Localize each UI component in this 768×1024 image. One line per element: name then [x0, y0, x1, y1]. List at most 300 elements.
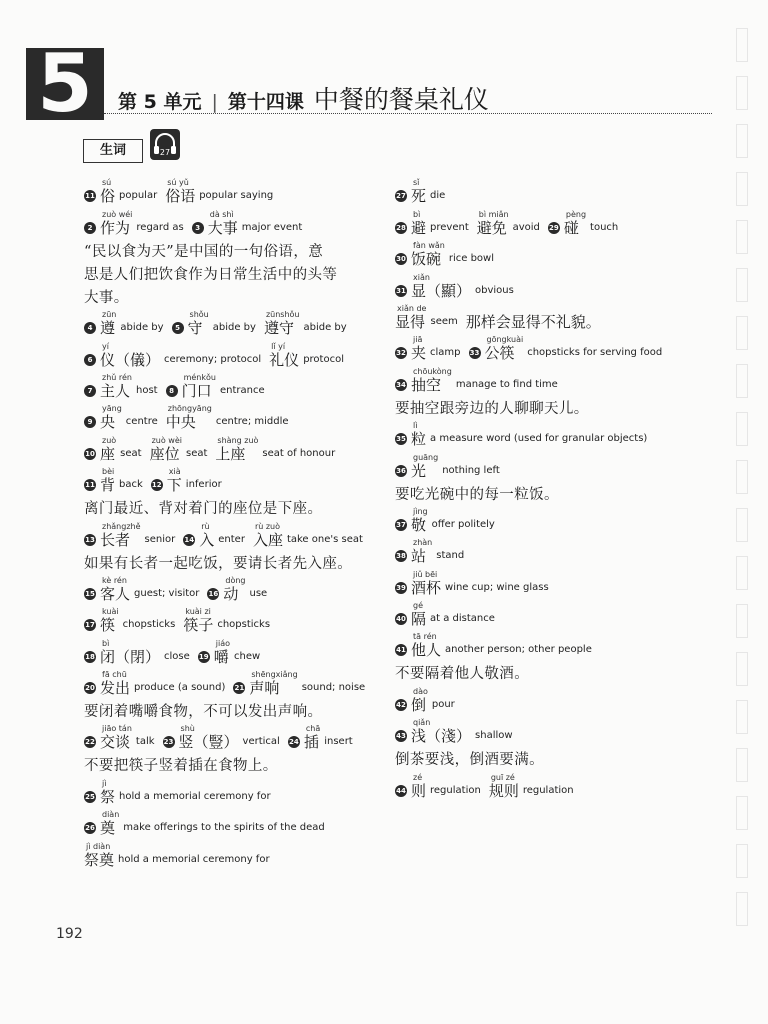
- english-gloss: abide by: [120, 322, 164, 334]
- vocab-entry: [84, 467, 384, 498]
- hanzi: 央: [100, 413, 116, 432]
- pinyin: fā chū: [102, 670, 127, 680]
- english-gloss: centre; middle: [215, 416, 289, 428]
- entry-number-badge: 11: [85, 481, 95, 490]
- unit-label: 第 5 单元: [118, 91, 202, 113]
- pinyin: shàng zuò: [217, 435, 259, 445]
- vocab-word: [100, 607, 119, 634]
- headphones-icon[interactable]: [149, 128, 181, 161]
- vocab-word: [100, 576, 130, 603]
- english-gloss: stand: [436, 550, 465, 562]
- pinyin: sú: [102, 178, 112, 188]
- vocab-entry: [84, 178, 384, 209]
- vocab-entry: [395, 507, 695, 538]
- unit-number-block: 5: [26, 48, 104, 120]
- pinyin: chōukòng: [413, 366, 452, 376]
- vocab-word: [100, 522, 141, 549]
- hanzi: 祭奠: [84, 850, 115, 869]
- pinyin: bì: [413, 209, 421, 219]
- hanzi: 座位: [149, 444, 180, 463]
- vocab-entry: [84, 810, 384, 841]
- vocab-word: [411, 421, 426, 448]
- vocab-word: [249, 670, 297, 697]
- vocab-entry: [395, 452, 695, 483]
- entry-number-badge: 33: [469, 349, 480, 358]
- entry-number-badge: 39: [396, 583, 406, 592]
- pinyin: qiǎn: [413, 718, 431, 728]
- vocab-word: [395, 304, 426, 331]
- audio-track-number: 27: [159, 148, 171, 157]
- vocab-word: [100, 436, 116, 463]
- example-sentence-text: 离门最近、背对着门的座位是下座。: [84, 501, 323, 518]
- entry-number-badge: 31: [396, 286, 406, 295]
- hanzi: 门口: [181, 381, 212, 400]
- hanzi: 公筷: [484, 344, 515, 363]
- example-sentence: [84, 287, 384, 310]
- vocab-entry: [84, 521, 384, 552]
- english-gloss: hold a memorial ceremony for: [119, 790, 271, 802]
- entry-number-badge: 37: [396, 520, 406, 529]
- pinyin: zhǔ rén: [102, 372, 132, 382]
- vocab-word: [100, 404, 122, 431]
- english-gloss: seat: [186, 447, 208, 459]
- pinyin: sǐ: [413, 178, 420, 188]
- example-sentence-text: “民以食为天”是中国的一句俗语，意: [84, 243, 324, 260]
- entry-number-badge: 38: [396, 552, 406, 561]
- vocab-column-left: [84, 178, 384, 873]
- pinyin: diàn: [102, 810, 120, 820]
- vocab-word: [182, 373, 216, 400]
- vocab-entry: [84, 576, 384, 607]
- example-sentence-text: 不要把筷子竖着插在食物上。: [84, 758, 278, 775]
- vocab-word: [167, 467, 182, 494]
- example-sentence: [84, 264, 384, 287]
- entry-number-badge: 5: [172, 322, 184, 334]
- vocab-word: [208, 210, 238, 237]
- vocab-word: [411, 773, 426, 800]
- english-gloss: prevent: [430, 221, 469, 233]
- hanzi: 则: [411, 781, 427, 800]
- hanzi: 礼仪: [269, 350, 300, 369]
- pinyin: jì: [102, 778, 107, 788]
- hanzi: 饭碗: [411, 250, 442, 269]
- example-sentence: [84, 553, 384, 576]
- hanzi: 酒杯: [411, 578, 442, 597]
- hanzi: 显得: [395, 312, 426, 331]
- vocab-entry: [84, 670, 384, 701]
- vocab-word: [253, 522, 283, 549]
- english-gloss: chopsticks for serving food: [527, 347, 663, 359]
- pinyin: jì diàn: [86, 841, 111, 851]
- english-gloss: seat of honour: [262, 447, 336, 459]
- english-gloss: die: [430, 190, 446, 202]
- english-gloss: hold a memorial ceremony for: [118, 853, 270, 865]
- english-gloss: produce (a sound): [134, 682, 226, 694]
- entry-number-badge: 30: [396, 255, 406, 264]
- vocab-entry: [84, 404, 384, 435]
- vocab-entry: [84, 209, 384, 240]
- vocab-entry: [395, 686, 695, 717]
- vocab-word: [188, 310, 209, 337]
- entry-number-badge: 28: [396, 223, 406, 232]
- entry-number-badge: 40: [396, 615, 406, 624]
- entry-number-badge: 14: [184, 535, 195, 544]
- english-gloss: centre: [125, 416, 158, 428]
- hanzi: 浅（淺）: [411, 727, 472, 746]
- entry-number-badge: 15: [85, 589, 95, 598]
- hanzi: 守: [187, 319, 203, 338]
- english-gloss: rice bowl: [448, 253, 495, 265]
- vocab-word: [411, 367, 452, 394]
- hanzi: 背: [100, 476, 116, 495]
- english-gloss: regulation: [430, 784, 481, 796]
- vocab-word: [100, 724, 132, 751]
- entry-number-badge: 26: [85, 824, 95, 833]
- entry-number-badge: 17: [85, 621, 95, 630]
- vocab-word: [269, 342, 299, 369]
- english-gloss: at a distance: [430, 613, 495, 625]
- vocab-entry: [395, 569, 695, 600]
- example-sentence: [84, 701, 384, 724]
- vocab-word: [100, 670, 130, 697]
- pinyin: zuò wéi: [102, 209, 133, 219]
- pinyin: yí: [102, 341, 109, 351]
- english-gloss: host: [136, 384, 158, 396]
- example-sentence-text: 如果有长者一起吃饭，要请长者先入座。: [84, 555, 353, 572]
- entry-number-badge: 7: [84, 385, 96, 397]
- entry-number-badge: 25: [85, 792, 95, 801]
- english-gloss: enter: [218, 533, 245, 545]
- english-gloss: major event: [241, 221, 303, 233]
- english-gloss: regulation: [522, 784, 574, 796]
- hanzi: 隔: [411, 610, 427, 629]
- pinyin: fàn wǎn: [413, 241, 445, 251]
- pinyin: guāng: [413, 452, 439, 462]
- pinyin: zhàn: [413, 538, 433, 548]
- english-gloss: chew: [234, 650, 261, 662]
- hanzi: 大事: [207, 218, 238, 237]
- pinyin: lǐ yí: [271, 341, 286, 351]
- hanzi: 作为: [100, 218, 131, 237]
- pinyin: zuò wèi: [151, 435, 182, 445]
- english-gloss: chopsticks: [217, 619, 271, 631]
- hanzi: 奠: [100, 819, 116, 838]
- vocab-entry: [84, 841, 384, 872]
- vocab-word: [411, 178, 426, 205]
- vocab-word: [165, 178, 195, 205]
- pinyin: lì: [413, 421, 418, 431]
- lesson-title: 中餐的餐桌礼仪: [313, 85, 489, 114]
- vocab-word: [100, 467, 115, 494]
- entry-number-badge: 44: [396, 786, 406, 795]
- example-sentence-text: 大事。: [84, 289, 129, 306]
- vocab-entry: [84, 607, 384, 638]
- entry-number-badge: 2: [84, 222, 96, 234]
- hanzi: 中央: [165, 413, 196, 432]
- vocab-word: [100, 779, 115, 806]
- pinyin: bèi: [102, 467, 115, 477]
- english-gloss: take one's seat: [286, 533, 363, 545]
- hanzi: 闭（閉）: [100, 647, 161, 666]
- hanzi: 俗语: [165, 187, 196, 206]
- hanzi: 死: [411, 187, 427, 206]
- vocab-word: [411, 538, 432, 565]
- entry-number-badge: 34: [396, 380, 406, 389]
- vocab-entry: [395, 209, 695, 240]
- vocab-word: [100, 373, 132, 400]
- hanzi: 上座: [215, 444, 246, 463]
- pinyin: guī zé: [490, 772, 515, 782]
- entry-number-badge: 4: [84, 322, 96, 334]
- hanzi: 那样会显得不礼貌。: [465, 312, 601, 331]
- hanzi: 嚼: [213, 647, 229, 666]
- vocab-word: [411, 453, 438, 480]
- english-gloss: avoid: [512, 221, 540, 233]
- entry-number-badge: 22: [85, 738, 95, 747]
- vocab-entry: [84, 638, 384, 669]
- pinyin: dào: [413, 686, 428, 696]
- hanzi: 遵守: [263, 319, 294, 338]
- english-gloss: touch: [590, 221, 619, 233]
- vocab-entry: [84, 724, 384, 755]
- english-gloss: offer politely: [431, 518, 495, 530]
- example-sentence-text: 倒茶要浅，倒酒要满。: [395, 752, 544, 769]
- english-gloss: seat: [120, 447, 142, 459]
- hanzi: 规则: [488, 781, 519, 800]
- vocab-section-label: 生词: [83, 139, 143, 163]
- vocab-entry: [84, 310, 384, 341]
- entry-number-badge: 43: [396, 732, 406, 741]
- vocab-word: [215, 436, 258, 463]
- vocab-entry: [395, 272, 695, 303]
- english-gloss: abide by: [303, 322, 347, 334]
- vocab-word: [199, 522, 214, 549]
- vocab-word: [489, 773, 519, 800]
- page-header: [118, 80, 489, 116]
- entry-number-badge: 23: [163, 738, 174, 747]
- entry-number-badge: 24: [288, 738, 299, 747]
- hanzi: 主人: [100, 381, 131, 400]
- entry-number-badge: 20: [85, 684, 95, 693]
- hanzi: 碰: [563, 218, 579, 237]
- pinyin: pèng: [565, 209, 587, 219]
- example-sentence-text: 不要隔着他人敬酒。: [395, 666, 530, 683]
- vocab-word: [411, 687, 428, 714]
- hanzi: 避: [411, 218, 427, 237]
- vocab-word: [223, 576, 245, 603]
- entry-number-badge: 16: [208, 589, 219, 598]
- hanzi: 遵: [100, 319, 116, 338]
- vocab-word: [485, 335, 524, 362]
- vocab-entry: [395, 421, 695, 452]
- english-gloss: inferior: [185, 479, 222, 491]
- hanzi: 显（顯）: [411, 281, 472, 300]
- english-gloss: obvious: [475, 284, 514, 296]
- vocab-entry: [395, 632, 695, 663]
- pinyin: jiāo tán: [102, 724, 132, 734]
- hanzi: 光: [411, 461, 427, 480]
- page-number: 192: [56, 926, 83, 942]
- example-sentence: [84, 498, 384, 521]
- vocab-entry: [395, 178, 695, 209]
- entry-number-badge: 8: [166, 385, 178, 397]
- english-gloss: insert: [324, 736, 353, 748]
- vocab-entry: [395, 718, 695, 749]
- pinyin: zuò: [102, 435, 117, 445]
- pinyin: jìng: [413, 506, 428, 516]
- english-gloss: another person; other people: [445, 644, 592, 656]
- english-gloss: a measure word (used for granular objects): [430, 433, 648, 445]
- entry-number-badge: 3: [192, 222, 204, 234]
- example-sentence-text: 要闭着嘴嚼食物，不可以发出声响。: [84, 704, 323, 721]
- vocab-entry: [395, 241, 695, 272]
- hanzi: 粒: [411, 430, 427, 449]
- hanzi: 祭: [100, 787, 116, 806]
- pinyin: kuài: [102, 607, 119, 617]
- english-gloss: popular: [119, 190, 158, 202]
- vocab-entry: [84, 778, 384, 809]
- hanzi: 插: [303, 733, 319, 752]
- hanzi: 抽空: [411, 375, 442, 394]
- english-gloss: ceremony; protocol: [164, 353, 262, 365]
- english-gloss: vertical: [242, 736, 280, 748]
- entry-number-badge: 32: [396, 349, 406, 358]
- pinyin: zūnshǒu: [265, 310, 300, 320]
- example-sentence: [395, 398, 695, 421]
- english-gloss: popular saying: [199, 190, 274, 202]
- english-gloss: protocol: [303, 353, 344, 365]
- vocab-word: [100, 310, 116, 337]
- vocab-entry: [395, 601, 695, 632]
- header-separator: |: [211, 91, 218, 113]
- example-sentence-text: 要吃光碗中的每一粒饭。: [395, 486, 559, 503]
- vocab-word: [411, 507, 428, 534]
- vocab-entry: [395, 772, 695, 803]
- hanzi: 声响: [249, 679, 280, 698]
- pinyin: dòng: [225, 575, 246, 585]
- example-sentence: [395, 663, 695, 686]
- english-gloss: senior: [144, 533, 176, 545]
- pinyin: zhǎngzhě: [102, 521, 141, 531]
- english-gloss: seem: [430, 315, 458, 327]
- entry-number-badge: 27: [396, 192, 406, 201]
- pinyin: bì: [102, 638, 110, 648]
- vocab-entry: [84, 341, 384, 372]
- english-gloss: pour: [431, 698, 455, 710]
- vocab-word: [466, 304, 601, 331]
- entry-number-badge: 12: [151, 481, 162, 490]
- vocab-word: [411, 601, 426, 628]
- entry-number-badge: 41: [396, 646, 406, 655]
- hanzi: 入座: [252, 530, 283, 549]
- example-sentence: [84, 241, 384, 264]
- hanzi: 入: [199, 530, 215, 549]
- vocab-entry: [395, 538, 695, 569]
- entry-number-badge: 9: [84, 416, 96, 428]
- vocab-word: [477, 210, 509, 237]
- english-gloss: close: [164, 650, 190, 662]
- hanzi: 敬: [411, 515, 427, 534]
- english-gloss: shallow: [475, 730, 513, 742]
- hanzi: 仪（儀）: [100, 350, 161, 369]
- entry-number-badge: 21: [234, 684, 245, 693]
- margin-decoration: [730, 20, 754, 1000]
- entry-number-badge: 11: [85, 192, 95, 201]
- pinyin: chā: [305, 724, 321, 734]
- pinyin: zé: [413, 772, 423, 782]
- vocab-word: [564, 210, 586, 237]
- vocab-word: [166, 404, 212, 431]
- english-gloss: back: [119, 479, 143, 491]
- hanzi: 俗: [100, 187, 116, 206]
- vocab-word: [304, 724, 320, 751]
- pinyin: xià: [168, 467, 181, 477]
- hanzi: 下: [166, 476, 182, 495]
- pinyin: jiā: [413, 335, 423, 345]
- vocab-word: [100, 639, 160, 666]
- entry-number-badge: 10: [85, 449, 95, 458]
- pinyin: zūn: [102, 310, 117, 320]
- hanzi: 客人: [100, 584, 131, 603]
- pinyin: jiǔ bēi: [413, 569, 438, 579]
- vocab-word: [214, 639, 230, 666]
- entry-number-badge: 35: [396, 435, 406, 444]
- vocab-entry: [395, 304, 695, 335]
- pinyin: rù: [201, 521, 210, 531]
- vocab-word: [100, 210, 132, 237]
- pinyin: xiǎn: [413, 272, 430, 282]
- hanzi: 交谈: [100, 733, 131, 752]
- pinyin: xiǎn de: [397, 303, 427, 313]
- pinyin: ménkǒu: [183, 372, 216, 382]
- english-gloss: sound; noise: [301, 682, 366, 694]
- vocab-word: [411, 241, 445, 268]
- vocab-word: [411, 335, 426, 362]
- english-gloss: abide by: [212, 322, 256, 334]
- vocab-word: [100, 810, 119, 837]
- pinyin: jiáo: [215, 638, 231, 648]
- hanzi: 发出: [100, 679, 131, 698]
- english-gloss: talk: [135, 736, 155, 748]
- vocab-word: [411, 632, 441, 659]
- english-gloss: nothing left: [442, 464, 500, 476]
- vocab-word: [183, 607, 213, 634]
- hanzi: 他人: [411, 641, 442, 660]
- english-gloss: clamp: [430, 347, 461, 359]
- pinyin: gōngkuài: [486, 335, 524, 345]
- pinyin: sú yǔ: [167, 178, 189, 188]
- entry-number-badge: 13: [85, 535, 95, 544]
- pinyin: dà shì: [209, 209, 234, 219]
- hanzi: 筷子: [183, 616, 214, 635]
- entry-number-badge: 19: [198, 652, 209, 661]
- english-gloss: entrance: [219, 384, 265, 396]
- pinyin: rù zuò: [254, 521, 281, 531]
- hanzi: 站: [411, 547, 427, 566]
- entry-number-badge: 29: [549, 223, 559, 232]
- vocab-word: [411, 718, 471, 745]
- vocab-word: [411, 210, 426, 237]
- hanzi: 倒: [411, 695, 427, 714]
- vocab-word: [411, 570, 441, 597]
- entry-number-badge: 42: [396, 700, 406, 709]
- english-gloss: wine cup; wine glass: [445, 581, 549, 593]
- english-gloss: manage to find time: [455, 378, 558, 390]
- english-gloss: use: [249, 587, 268, 599]
- pinyin: tā rén: [413, 632, 437, 642]
- lesson-label: 第十四课: [227, 91, 304, 113]
- vocab-entry: [395, 366, 695, 397]
